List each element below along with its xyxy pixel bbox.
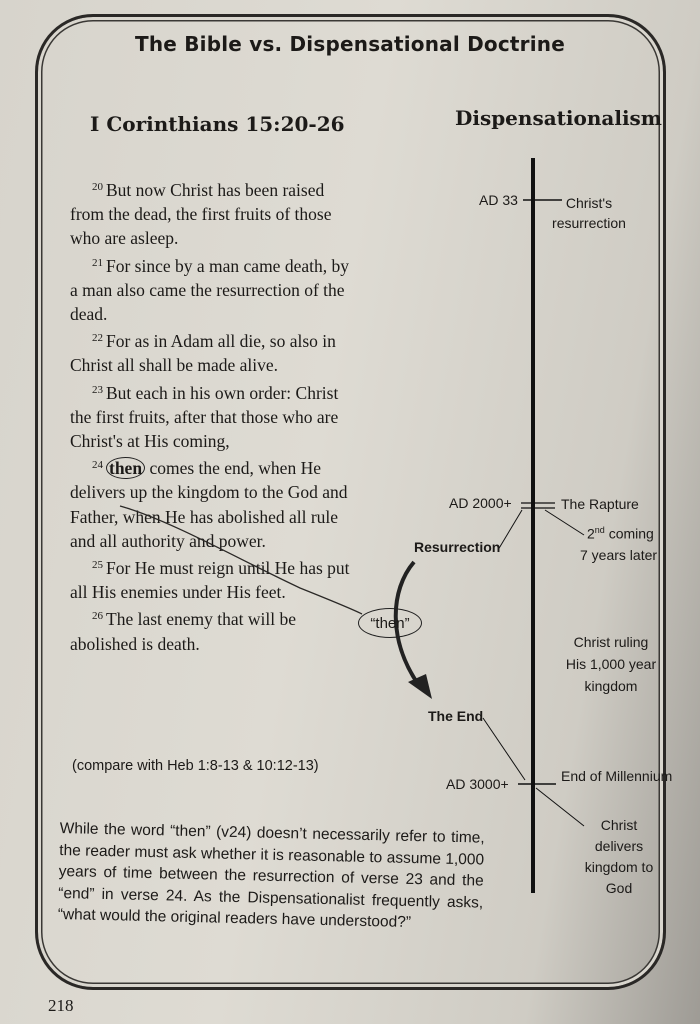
circled-word-then: then — [106, 457, 145, 479]
verse-text: But each in his own order: Christ the first fruits, after that those who are Christ's at His coming, — [70, 382, 339, 452]
christs-resurrection-label — [546, 193, 632, 233]
verse-text: The last enemy that will be abolished is death. — [70, 609, 297, 654]
label-line: resurrection — [552, 215, 626, 231]
page-title: The Bible vs. Dispensational Doctrine — [135, 32, 565, 56]
verse-text: For He must reign until He has put all His enemies under His feet. — [70, 558, 350, 603]
label-line: kingdom to God — [584, 859, 654, 896]
verse-number: 22 — [92, 332, 103, 345]
end-of-millennium-label: End of Millennium — [561, 768, 673, 784]
rapture-label: The Rapture — [561, 496, 639, 512]
ordinal-number: 2 — [587, 525, 595, 542]
label-line: kingdom — [584, 678, 638, 694]
second-coming-pointer — [545, 510, 584, 535]
verse-number: 20 — [92, 181, 103, 193]
verse-number: 23 — [92, 383, 103, 396]
resurrection-pointer — [498, 510, 522, 550]
label-line: His 1,000 year — [565, 656, 657, 672]
ad2000-label: AD 2000+ — [449, 495, 512, 511]
arrow-head-icon — [408, 674, 432, 699]
label-line: Christ delivers — [594, 817, 644, 854]
verse-number: 26 — [92, 610, 103, 623]
ad33-label: AD 33 — [479, 192, 518, 208]
explanatory-note: While the word “then” (v24) doesn’t necessarily refer to time, the reader must ask whether it is reasonable to assume 1,000 years of time between the resurrection of verse 23 and the “end” in verse 24. As the Dispensationalist frequently asks, “what would the original readers have understood?” — [57, 819, 485, 931]
the-end-label: The End — [428, 708, 484, 724]
verse-text: For as in Adam all die, so also in Christ all shall be made alive. — [70, 331, 336, 376]
verse-text: But now Christ has been raised from the dead, the first fruits of those who are asleep. — [70, 180, 332, 249]
compare-reference: (compare with Heb 1:8-13 & 10:12-13) — [72, 758, 319, 774]
resurrection-label: Resurrection — [414, 539, 501, 555]
verse-text: comes the end, when He delivers up the kingdom to the God and Father, when He has abolished all rule and all authority and power. — [70, 458, 348, 551]
christ-ruling-label — [561, 631, 661, 697]
label-line: Christ ruling — [573, 634, 649, 650]
verse-text: For since by a man came death, by a man also came the resurrection of the dead. — [70, 255, 349, 325]
scripture-heading: I Corinthians 15:20-26 — [90, 112, 345, 136]
seven-years-later-label: 7 years later — [580, 547, 658, 563]
dispensationalism-heading: Dispensationalism — [455, 106, 662, 130]
verse-number: 25 — [92, 559, 103, 572]
ad3000-label: AD 3000+ — [446, 776, 509, 792]
ordinal-suffix: nd — [594, 525, 605, 535]
verse-number: 24 — [92, 459, 103, 472]
second-coming-label — [587, 525, 654, 542]
then-oval-label: “then” — [358, 608, 422, 638]
label-line: Christ's — [565, 195, 613, 211]
coming-text: coming — [604, 525, 654, 542]
page-number: 218 — [48, 996, 74, 1015]
the-end-pointer — [483, 718, 525, 780]
then-connector-line — [120, 506, 362, 614]
christ-delivers-label — [576, 815, 662, 899]
verse-number: 21 — [92, 256, 103, 269]
